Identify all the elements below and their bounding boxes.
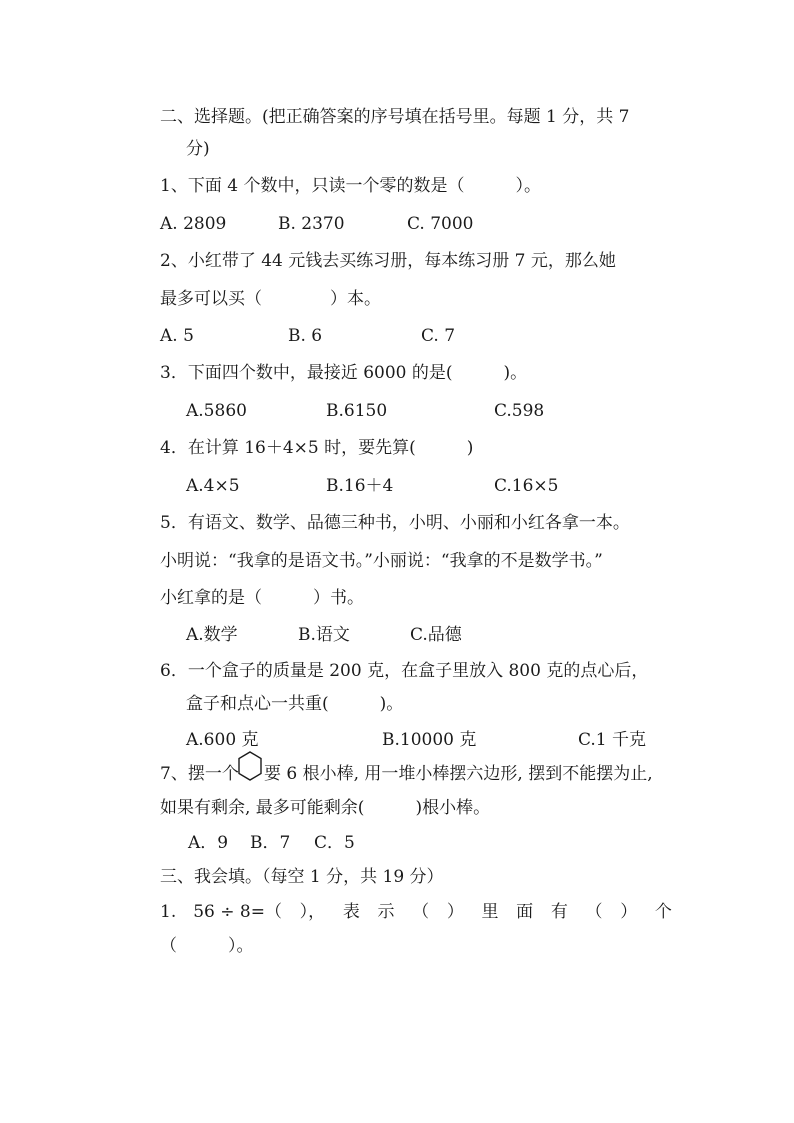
question-7-line1-before: 7、摆一个 bbox=[160, 764, 239, 784]
q7-option-c: C．5 bbox=[314, 833, 355, 853]
q1-option-b: B. 2370 bbox=[278, 214, 345, 234]
q7-option-b: B．7 bbox=[250, 833, 291, 853]
fill-1-part: 个 bbox=[654, 902, 672, 922]
fill-question-1-line2: （ ）。 bbox=[160, 936, 254, 956]
q3-option-b: B.6150 bbox=[326, 401, 388, 421]
hexagon-icon bbox=[236, 750, 264, 782]
q5-option-b: B.语文 bbox=[298, 625, 350, 645]
q3-option-c: C.598 bbox=[494, 401, 545, 421]
question-4: 4．在计算 16＋4×5 时，要先算( ) bbox=[160, 438, 474, 458]
q7-option-a: A．9 bbox=[188, 833, 229, 853]
fill-1-part: 表 bbox=[342, 902, 360, 922]
q5-option-c: C.品德 bbox=[410, 625, 462, 645]
q2-option-a: A. 5 bbox=[160, 326, 194, 346]
question-6-line1: 6．一个盒子的质量是 200 克，在盒子里放入 800 克的点心后， bbox=[160, 661, 649, 681]
q3-option-a: A.5860 bbox=[186, 401, 247, 421]
question-7-line2: 如果有剩余, 最多可能剩余( )根小棒。 bbox=[160, 798, 491, 818]
fill-1-part: （ bbox=[585, 902, 603, 922]
q4-option-a: A.4×5 bbox=[186, 476, 240, 496]
fill-1-part: 示 bbox=[377, 902, 395, 922]
question-5-line3: 小红拿的是（ ）书。 bbox=[160, 588, 364, 608]
question-6-line2: 盒子和点心一共重( )。 bbox=[186, 694, 404, 714]
q5-option-a: A.数学 bbox=[186, 625, 238, 645]
fill-1-part: 面 bbox=[516, 902, 534, 922]
question-5-line1: 5．有语文、数学、品德三种书，小明、小丽和小红各拿一本。 bbox=[160, 513, 630, 533]
fill-1-part: 里 bbox=[481, 902, 499, 922]
section2-heading-line1: 二、选择题。(把正确答案的序号填在括号里。每题 1 分，共 7 bbox=[160, 107, 630, 127]
question-2-line2: 最多可以买（ ）本。 bbox=[160, 289, 381, 309]
q2-option-c: C. 7 bbox=[421, 326, 456, 346]
q1-option-a: A. 2809 bbox=[160, 214, 227, 234]
q6-option-b: B.10000 克 bbox=[382, 730, 477, 750]
section3-heading: 三、我会填。（每空 1 分，共 19 分） bbox=[160, 867, 444, 887]
q6-option-a: A.600 克 bbox=[186, 730, 259, 750]
q2-option-b: B. 6 bbox=[288, 326, 323, 346]
section2-heading-line2: 分) bbox=[186, 139, 210, 159]
question-1: 1、下面 4 个数中，只读一个零的数是（ ）。 bbox=[160, 176, 541, 196]
fill-1-part: 1. 56 ÷ 8=（ bbox=[160, 902, 282, 922]
q1-option-c: C. 7000 bbox=[407, 214, 474, 234]
q4-option-c: C.16×5 bbox=[494, 476, 559, 496]
fill-1-part: ） bbox=[446, 902, 464, 922]
q6-option-c: C.1 千克 bbox=[578, 730, 647, 750]
question-7-line1-after: 要 6 根小棒, 用一堆小棒摆六边形, 摆到不能摆为止, bbox=[264, 764, 653, 784]
fill-question-1-line1 bbox=[160, 901, 672, 923]
question-5-line2: 小明说：“我拿的是语文书。”小丽说：“我拿的不是数学书。” bbox=[160, 551, 603, 571]
fill-1-part: 有 bbox=[550, 902, 568, 922]
q4-option-b: B.16＋4 bbox=[326, 476, 394, 496]
fill-1-part: ） bbox=[620, 902, 638, 922]
question-3: 3．下面四个数中，最接近 6000 的是( )。 bbox=[160, 363, 528, 383]
fill-1-part: ）， bbox=[299, 902, 326, 922]
question-2-line1: 2、小红带了 44 元钱去买练习册，每本练习册 7 元，那么她 bbox=[160, 251, 616, 271]
fill-1-part: （ bbox=[412, 902, 430, 922]
